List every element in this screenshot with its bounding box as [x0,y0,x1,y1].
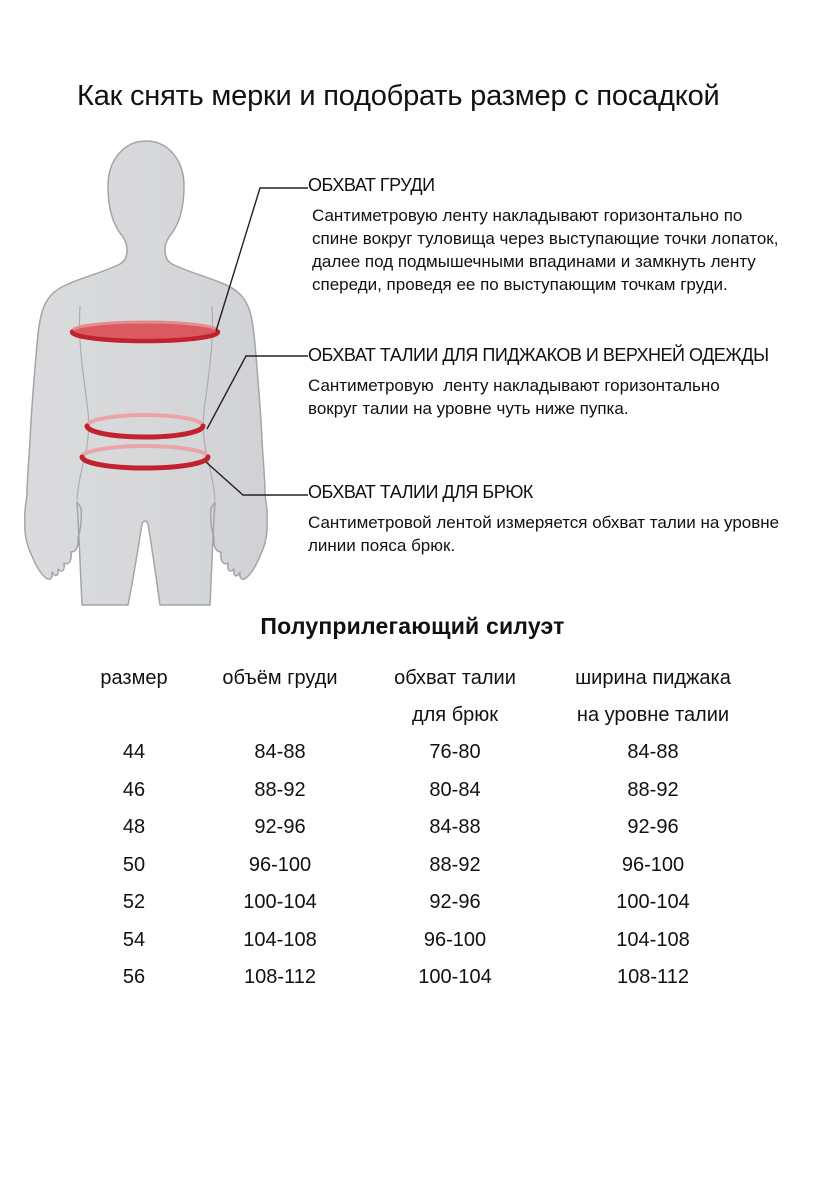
cell-width: 104-108 [616,928,690,951]
size-row-44 [68,734,756,772]
cell-waist: 100-104 [418,966,492,989]
cell-size: 56 [122,966,146,989]
cell-waist: 80-84 [429,778,481,801]
col-header-jacket-width-line2: на уровне талии [576,704,730,726]
col-header-trouser-waist-line2: для брюк [411,704,499,726]
size-row-50 [68,847,756,885]
size-table [68,660,756,997]
page-title: Как снять мерки и подобрать размер с посадкой [77,80,720,112]
cell-chest: 104-108 [243,928,317,951]
callout-jacket-waist-heading: ОБХВАТ ТАЛИИ ДЛЯ ПИДЖАКОВ И ВЕРХНЕЙ ОДЕЖДЫ [308,345,769,365]
callout-chest [308,174,778,296]
cell-chest: 84-88 [254,741,306,764]
cell-size: 52 [122,891,146,914]
cell-width: 92-96 [627,816,679,839]
size-row-54 [68,922,756,960]
cell-waist: 76-80 [429,741,481,764]
cell-size: 46 [122,778,146,801]
callout-trouser-waist-text [308,511,779,557]
callout-jacket-waist-text [308,374,769,420]
callout-chest-text-line: спереди, проведя ее по выступающим точкам груди. [312,275,728,294]
cell-waist: 84-88 [429,816,481,839]
col-header-chest: объём груди [222,667,338,689]
callout-chest-heading: ОБХВАТ ГРУДИ [308,175,435,195]
callout-trouser-waist-heading: ОБХВАТ ТАЛИИ ДЛЯ БРЮК [308,482,533,502]
size-row-56 [68,959,756,997]
cell-chest: 100-104 [243,891,317,914]
body-silhouette [25,141,268,605]
size-table-header-row-2 [68,697,756,734]
callout-jacket-waist [308,344,769,420]
cell-waist: 88-92 [429,853,481,876]
col-header-trouser-waist: обхват талии [394,667,516,689]
cell-chest: 96-100 [248,853,312,876]
cell-size: 50 [122,853,146,876]
cell-chest: 92-96 [254,816,306,839]
col-header-jacket-width: ширина пиджака [575,667,731,689]
chest-band [72,322,218,341]
cell-size: 54 [122,928,146,951]
cell-width: 88-92 [627,778,679,801]
table-title: Полуприлегающий силуэт [260,613,565,639]
cell-width: 96-100 [621,853,685,876]
callout-jacket-waist-text-line: Сантиметровую ленту накладывают горизонтально [308,376,720,395]
cell-width: 84-88 [627,741,679,764]
callout-chest-text-line: спине вокруг туловища через выступающие точки лопаток, [312,229,779,248]
size-table-section [68,660,756,997]
cell-waist: 92-96 [429,891,481,914]
cell-size: 44 [122,741,146,764]
cell-chest: 88-92 [254,778,306,801]
callout-trouser-waist [308,481,779,557]
callout-trouser-waist-text-line: Сантиметровой лентой измеряется обхват талии на уровне [308,513,780,532]
callout-trouser-waist-text-line: линии пояса брюк. [308,536,456,555]
size-table-header-row [68,660,756,697]
col-header-size: размер [100,667,168,689]
size-row-52 [68,884,756,922]
cell-chest: 108-112 [244,966,316,989]
size-row-48 [68,809,756,847]
callout-chest-text [312,204,778,296]
callout-chest-text-line: далее под подмышечными впадинами и замкнуть ленту [312,252,756,271]
callout-chest-text-line: Сантиметровую ленту накладывают горизонтально по [312,206,743,225]
cell-size: 48 [122,816,146,839]
cell-waist: 96-100 [423,928,487,951]
measurement-figure [0,128,310,608]
size-row-46 [68,772,756,810]
callout-jacket-waist-text-line: вокруг талии на уровне чуть ниже пупка. [308,399,629,418]
cell-width: 100-104 [616,891,690,914]
cell-width: 108-112 [617,966,689,989]
